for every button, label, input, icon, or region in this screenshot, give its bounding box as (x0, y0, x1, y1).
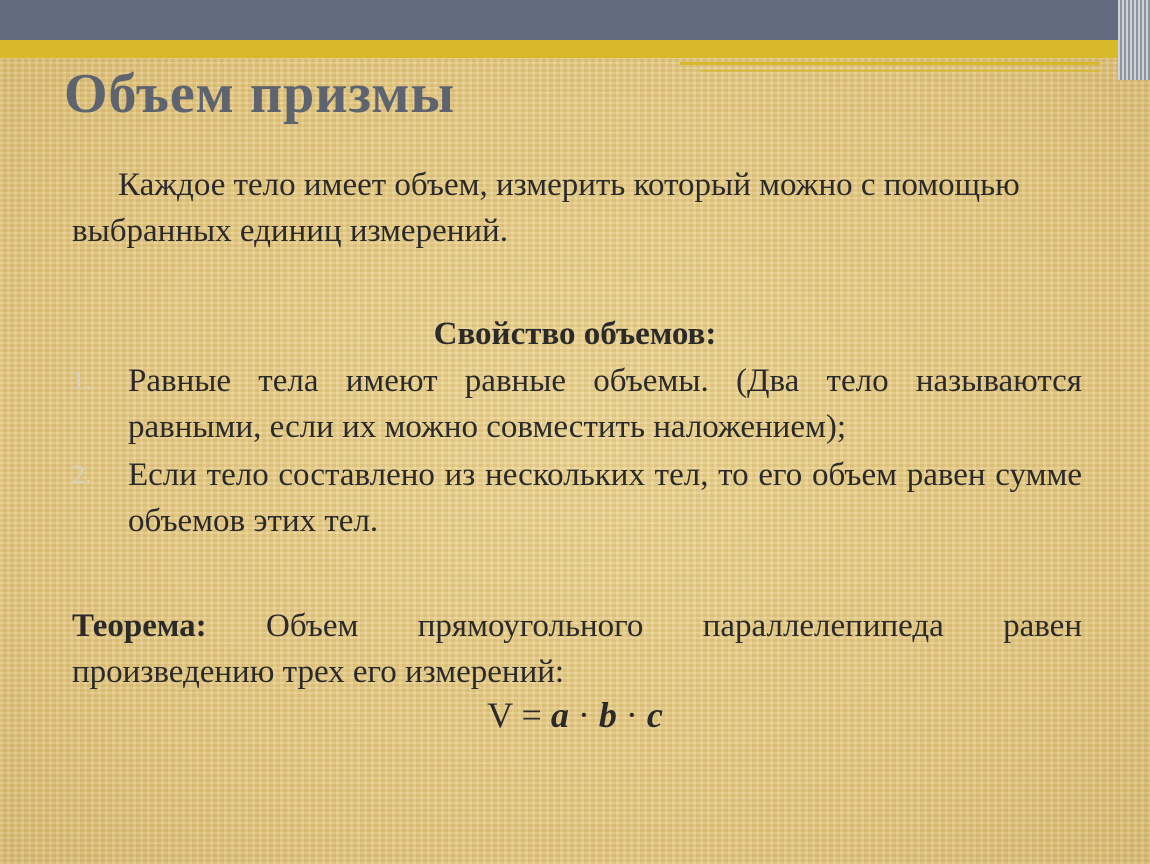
gold-accent-line (680, 62, 1100, 65)
slide-title: Объем призмы (64, 63, 456, 125)
top-bar (0, 0, 1150, 40)
intro-paragraph: Каждое тело имеет объем, измерить который можно с помощью выбранных единиц измерений. (72, 167, 1020, 249)
list-item (72, 452, 1082, 544)
properties-list (72, 358, 1082, 544)
formula-a: a (550, 695, 569, 735)
theorem-paragraph (72, 603, 1082, 695)
corner-decoration (1118, 0, 1150, 80)
list-item-number: 1. (72, 366, 92, 395)
list-item (72, 358, 1082, 450)
list-item-text: Равные тела имеют равные объемы. (Два тело называются равными, если их можно совместить наложением); (128, 363, 1082, 445)
formula-dot: · (616, 695, 647, 735)
formula-c: c (646, 695, 663, 735)
list-item-number: 2. (72, 460, 92, 489)
formula-b: b (598, 695, 617, 735)
theorem-label: Теорема: (72, 608, 207, 644)
properties-heading: Свойство объемов: (433, 316, 717, 352)
list-item-text: Если тело составлено из нескольких тел, то его объем равен сумме объемов этих тел. (128, 457, 1082, 539)
formula-lhs: V (487, 695, 513, 735)
theorem-text: Объем прямоугольного параллелепипеда равен произведению трех его измерений: (72, 608, 1082, 690)
gold-accent-line-2 (700, 70, 1100, 72)
formula-dot: · (568, 695, 599, 735)
gold-accent-bar (0, 40, 1150, 58)
formula-equals: = (512, 695, 551, 735)
volume-formula (0, 694, 1150, 736)
